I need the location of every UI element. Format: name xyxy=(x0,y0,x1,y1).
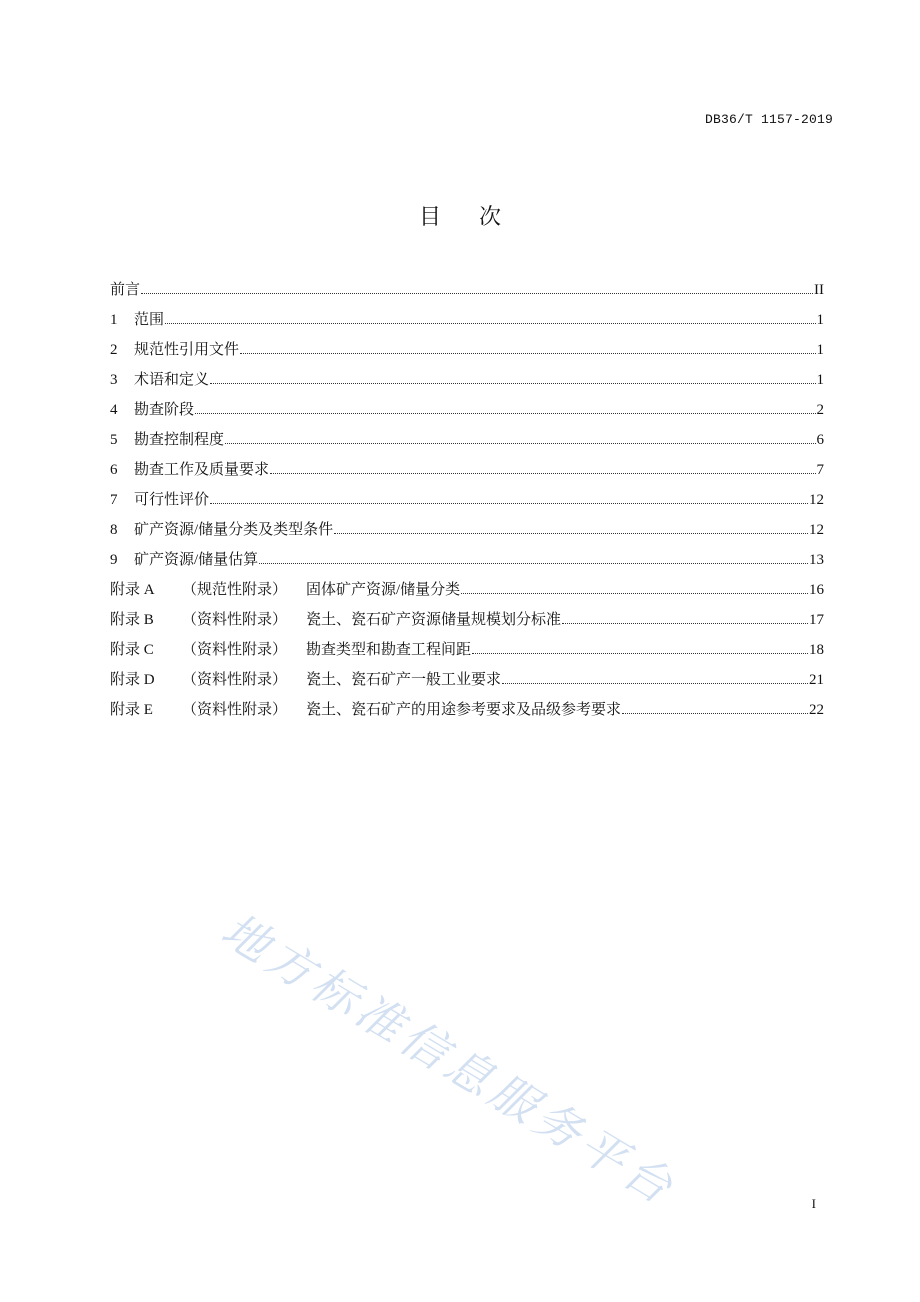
dot-leader xyxy=(210,383,815,384)
table-of-contents xyxy=(110,278,824,728)
toc-entry-chapter-7[interactable] xyxy=(110,488,824,518)
dot-leader xyxy=(210,503,808,504)
dot-leader xyxy=(195,413,815,414)
toc-entry-chapter-8[interactable] xyxy=(110,518,824,548)
toc-entry-label: 瓷土、瓷石矿产的用途参考要求及品级参考要求 xyxy=(306,702,622,718)
page-number: I xyxy=(811,1196,816,1211)
toc-entry-appendix-type: （资料性附录） xyxy=(182,642,288,658)
toc-entry-number: 6 xyxy=(110,462,118,478)
toc-entry-page: 2 xyxy=(816,402,824,418)
toc-entry-chapter-1[interactable] xyxy=(110,308,824,338)
dot-leader xyxy=(622,713,808,714)
dot-leader xyxy=(472,653,808,654)
toc-entry-page: II xyxy=(814,282,824,298)
dot-leader xyxy=(502,683,808,684)
toc-entry-number: 4 xyxy=(110,402,118,418)
dot-leader xyxy=(270,473,815,474)
dot-leader xyxy=(259,563,808,564)
toc-entry-appendix-type: （资料性附录） xyxy=(182,612,288,628)
toc-entry-label: 固体矿产资源/储量分类 xyxy=(306,582,461,598)
toc-entry-label: 前言 xyxy=(110,282,141,298)
dot-leader xyxy=(141,293,813,294)
toc-entry-appendix-b[interactable] xyxy=(110,608,824,638)
toc-entry-number: 3 xyxy=(110,372,118,388)
toc-entry-page: 21 xyxy=(809,672,824,688)
toc-entry-label: 勘查工作及质量要求 xyxy=(134,462,270,478)
dot-leader xyxy=(225,443,815,444)
toc-entry-number: 附录 A xyxy=(110,582,155,598)
toc-entry-number: 附录 B xyxy=(110,612,154,628)
dot-leader xyxy=(562,623,808,624)
toc-entry-page: 6 xyxy=(816,432,824,448)
toc-entry-appendix-c[interactable] xyxy=(110,638,824,668)
toc-entry-page: 13 xyxy=(809,552,824,568)
toc-entry-chapter-5[interactable] xyxy=(110,428,824,458)
toc-entry-number: 7 xyxy=(110,492,118,508)
toc-entry-appendix-e[interactable] xyxy=(110,698,824,728)
toc-entry-page: 1 xyxy=(816,372,824,388)
toc-entry-label: 瓷土、瓷石矿产资源储量规模划分标准 xyxy=(306,612,562,628)
toc-entry-page: 18 xyxy=(809,642,824,658)
page-title: 目次 xyxy=(418,205,539,230)
toc-entry-number: 附录 C xyxy=(110,642,154,658)
toc-entry-preface[interactable] xyxy=(110,278,824,308)
dot-leader xyxy=(461,593,808,594)
toc-entry-number: 9 xyxy=(110,552,118,568)
toc-entry-appendix-type: （规范性附录） xyxy=(182,582,288,598)
toc-entry-label: 勘查类型和勘查工程间距 xyxy=(306,642,472,658)
toc-entry-chapter-3[interactable] xyxy=(110,368,824,398)
toc-entry-appendix-d[interactable] xyxy=(110,668,824,698)
toc-entry-number: 2 xyxy=(110,342,118,358)
toc-entry-number: 附录 D xyxy=(110,672,155,688)
toc-entry-page: 7 xyxy=(816,462,824,478)
toc-entry-chapter-4[interactable] xyxy=(110,398,824,428)
toc-entry-label: 范围 xyxy=(134,312,165,328)
toc-entry-page: 12 xyxy=(809,522,824,538)
dot-leader xyxy=(240,353,815,354)
toc-entry-label: 矿产资源/储量估算 xyxy=(134,552,259,568)
toc-entry-page: 12 xyxy=(809,492,824,508)
toc-entry-page: 22 xyxy=(809,702,824,718)
dot-leader xyxy=(334,533,808,534)
toc-entry-label: 矿产资源/储量分类及类型条件 xyxy=(134,522,334,538)
toc-entry-appendix-type: （资料性附录） xyxy=(182,702,288,718)
toc-entry-number: 附录 E xyxy=(110,702,153,718)
toc-entry-label: 勘查控制程度 xyxy=(134,432,225,448)
toc-entry-appendix-a[interactable] xyxy=(110,578,824,608)
toc-entry-number: 1 xyxy=(110,312,118,328)
watermark: 地方标准信息服务平台 xyxy=(212,902,687,1217)
toc-entry-number: 8 xyxy=(110,522,118,538)
toc-entry-page: 1 xyxy=(816,342,824,358)
toc-entry-label: 可行性评价 xyxy=(134,492,210,508)
toc-entry-chapter-2[interactable] xyxy=(110,338,824,368)
toc-entry-chapter-9[interactable] xyxy=(110,548,824,578)
toc-entry-label: 勘查阶段 xyxy=(134,402,195,418)
dot-leader xyxy=(165,323,815,324)
toc-entry-number: 5 xyxy=(110,432,118,448)
toc-entry-page: 17 xyxy=(809,612,824,628)
toc-entry-page: 1 xyxy=(816,312,824,328)
toc-entry-label: 规范性引用文件 xyxy=(134,342,240,358)
toc-entry-page: 16 xyxy=(809,582,824,598)
toc-entry-label: 术语和定义 xyxy=(134,372,210,388)
document-code: DB36/T 1157-2019 xyxy=(704,112,833,127)
toc-entry-label: 瓷土、瓷石矿产一般工业要求 xyxy=(306,672,502,688)
toc-entry-chapter-6[interactable] xyxy=(110,458,824,488)
toc-entry-appendix-type: （资料性附录） xyxy=(182,672,288,688)
